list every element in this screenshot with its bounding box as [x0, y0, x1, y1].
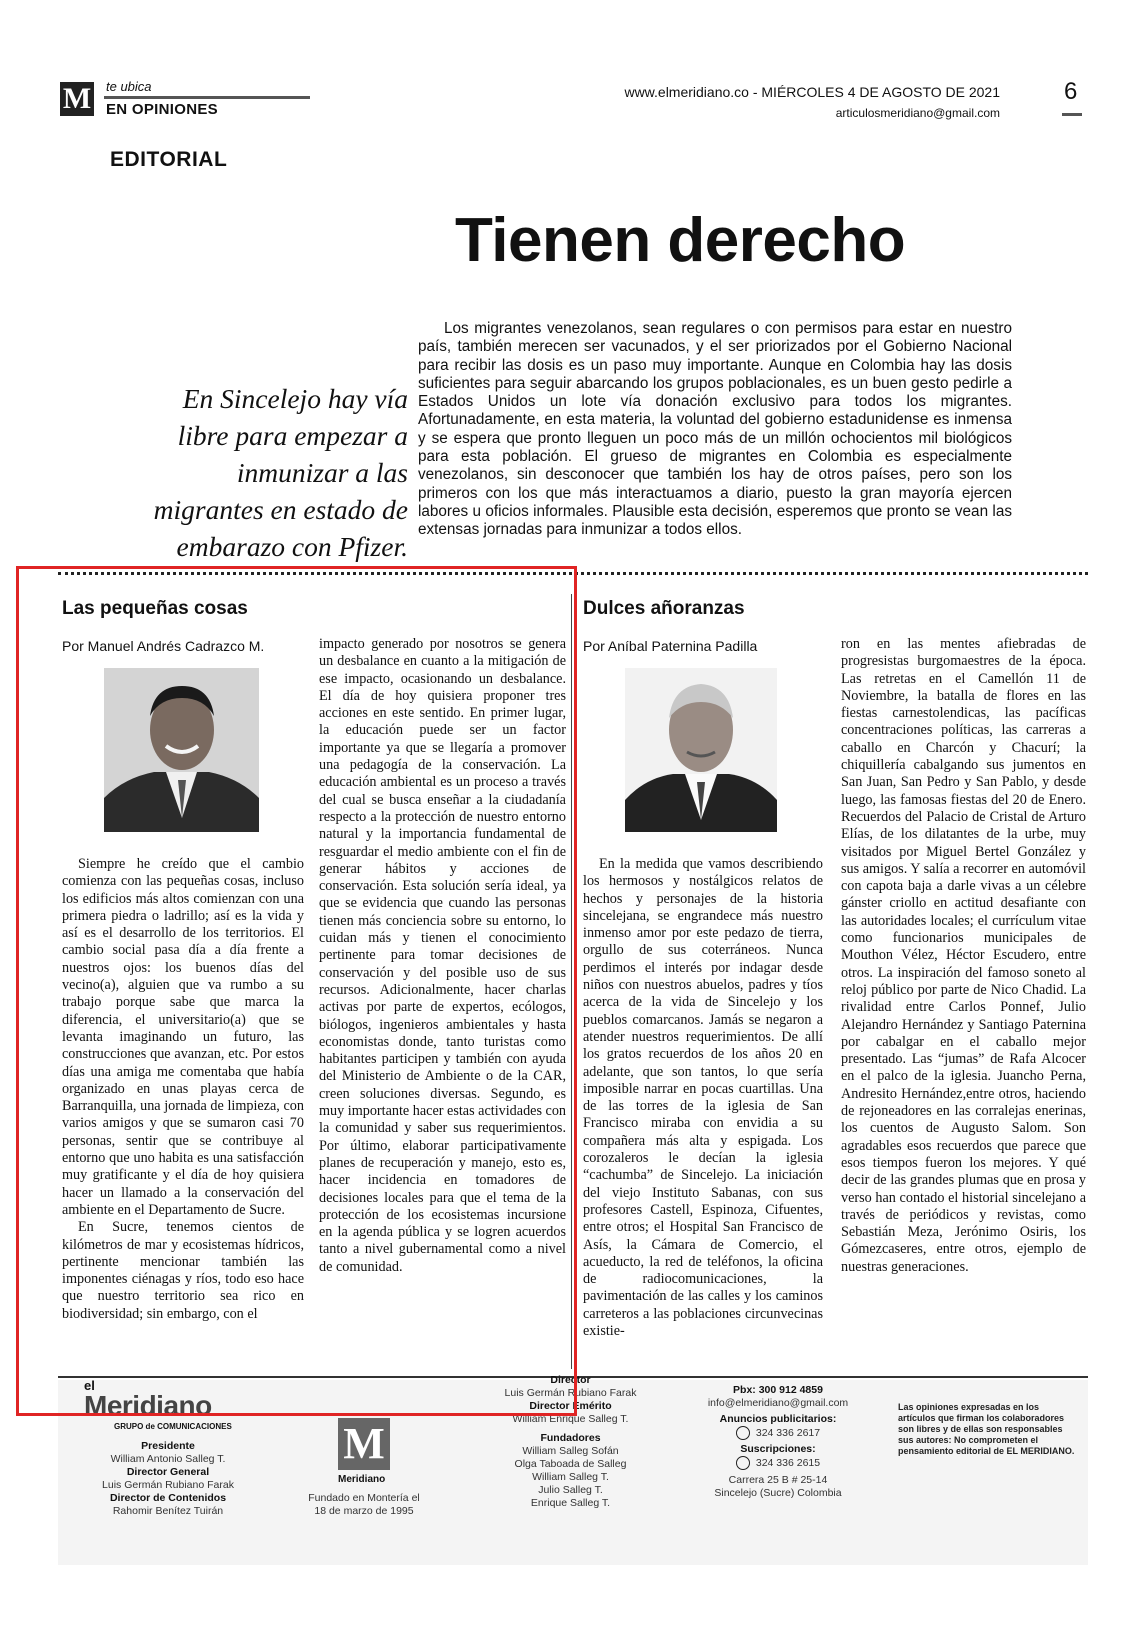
fundador-name: Olga Taboada de Salleg [514, 1458, 627, 1470]
meridiano-logo-icon: M [60, 82, 94, 116]
page-number-underline [1062, 113, 1082, 116]
footer-brand-name: Meridiano [84, 1390, 212, 1421]
footer-brand-sub: GRUPO de COMUNICACIONES [114, 1422, 232, 1431]
address-line-2: Sincelejo (Sucre) Colombia [714, 1487, 842, 1499]
director-emerito-label: Director Emérito [529, 1400, 612, 1412]
article1-paragraph: impacto generado por nosotros se genera un desbalance en cuanto a la mitigación de ese impacto, ocasionando un desbalance. El día de hoy quisiera proponer tres acciones en este sentido. En primer lugar, la educación puede ser un factor importante ya que se llegaría a promover una pedagogía de la conservación. La educación ambiental es un proceso a través del cual se busca enseñar a la ciudadanía respecto a la protección de nuestro entorno natural y la importancia fundamental de resguardar el medio ambiente con el fin de generar hábitos y acciones de conservación. Esta solución sería ideal, ya que se evidencia que cuando las personas tienen más conciencia sobre su entorno, lo cuidan más y tienen el conocimiento pertinente para tomar decisiones de conservación y del posible uso de sus recursos. Adicionalmente, hacer charlas activas por parte de expertos, ecólogos, biólogos, ingenieros ambientales y hasta economistas donde, tanto turistas como habitantes participen y también con ayuda del Ministerio de Ambiente o de la CAR, creen soluciones diversas. Segundo, es muy importante hacer estas actividades con la comunidad y saber sus requerimientos. Por último, elaborar participativamente planes de recuperación y manejo, esto es, hacer incidencia en tomadores de decisiones locales para que el tema de la protección de los ecosistemas incursione en la agenda pública y se logren acuerdos tanto a nivel gubernamental como a nivel de comunidad. [319, 636, 567, 1275]
tagline: te ubica [106, 79, 152, 94]
editorial-label: EDITORIAL [110, 148, 228, 171]
article2-byline: Por Aníbal Paternina Padilla [583, 638, 758, 654]
article2-title: Dulces añoranzas [583, 598, 745, 619]
director-name: Luis Germán Rubiano Farak [504, 1387, 637, 1399]
disclaimer: Las opiniones expresadas en los artículos que firman los colaboradores son libres y de ellas son responsables sus autores: No comprometen el pensamiento editorial de EL MERIDIANO. [898, 1402, 1075, 1456]
footer-staff [78, 1440, 258, 1518]
highlight-box [16, 566, 577, 1416]
director-emerito-name: William Enrique Salleg T. [512, 1413, 629, 1425]
anuncios-row [698, 1426, 858, 1440]
article1-byline: Por Manuel Andrés Cadrazco M. [62, 638, 265, 654]
suscripciones-row [698, 1456, 858, 1470]
footer-logo-icon: M [338, 1418, 390, 1470]
article1-paragraph: Siempre he creído que el cambio comienza con las pequeñas cosas, incluso los edificios más altos comienzan con una primera piedra o ladrillo; así es la vida y así es el desarrollo de los territorios. El cambio social pasa día a día frente a nuestros ojos: los buenos días del vecino(a), alguien que va rumbo a su trabajo porque sabe que marca la diferencia, el universitario(a) que se levanta imaginando un futuro, las construcciones que avanzan, etc. Por estos días una amiga me comentaba que había organizado en unas playas cerca de Barranquilla, una jornada de limpieza, con varios amigos y que se sumaron casi 70 personas, sentir que se contribuye al entorno que uno habita es una satisfacción muy gratificante y el día de hoy quisiera hacer un llamado a la conservación del ambiente en el Departamento de Sucre. [62, 856, 304, 1218]
section-name: EN OPINIONES [106, 101, 218, 118]
editorial-pull-quote: En Sincelejo hay vía libre para empezar a inmunizar a las migrantes en estado de embarazo con Pfizer. [153, 383, 408, 562]
fundado-text: Fundado en Montería el 18 de marzo de 1995 [308, 1492, 420, 1517]
director-general-label: Director General [126, 1466, 210, 1478]
editorial-body [418, 320, 1012, 540]
article2-column-2 [841, 636, 1086, 1276]
whatsapp-icon [736, 1456, 750, 1470]
fundadores-label: Fundadores [540, 1432, 601, 1444]
fundador-name: William Salleg Sofán [522, 1445, 619, 1457]
header-divider [104, 96, 310, 99]
article1-title: Las pequeñas cosas [62, 598, 248, 619]
footer-contacts [698, 1384, 858, 1500]
fundador-name: William Salleg T. [532, 1471, 609, 1483]
anuncios-label: Anuncios publicitarios: [719, 1413, 837, 1425]
suscripciones-phone: 324 336 2615 [755, 1456, 821, 1469]
footer-logo-name: Meridiano [338, 1474, 386, 1485]
article2-paragraph: En la medida que vamos describiendo los hermosos y nostálgicos relatos de hechos y personajes de la historia sincelejana, se engrandece más nuestro inmenso amor por este pedazo de tierra, orgullo de sus coterráneos. Nunca perdimos el interés por indagar desde niños con nuestros abuelos, padres y tíos acerca de la vida de Sincelejo y los pueblos comarcanos. Jamás se negaron a atender nuestros requerimientos. De allí los gratos recuerdos de los años 20 en adelante, que son tantos, lo que sería imposible narrar en pocas cuartillas. Una de las torres de la iglesia de San Francisco miraba con envidia a su compañera más alta y espigada. Los corozaleros le decían la iglesia “cachumba” de Sincelejo. La iniciación del viejo Instituto Sabanas, con sus profesores Castell, Espinoza, Cifuentes, entre otros; el Hospital San Francisco de Asís, la Cámara de Comercio, el acueducto, la red de teléfonos, la oficina de radiocomunicaciones, la pavimentación de las calles y los caminos carreteros a las poblaciones circunvecinas existie- [583, 856, 823, 1340]
director-contenidos-name: Rahomir Benítez Tuirán [112, 1505, 224, 1517]
url-date: www.elmeridiano.co - MIÉRCOLES 4 DE AGOSTO DE 2021 [624, 84, 1000, 100]
presidente-name: William Antonio Salleg T. [110, 1453, 226, 1465]
editorial-paragraph: Los migrantes venezolanos, sean regulares o con permisos para estar en nuestro país, también merecen ser vacunados, y el ser priorizados por el Gobierno Nacional para recibir las dosis es un paso muy importante. Aunque en Colombia hay las dosis suficientes para seguir abarcando los grupos poblacionales, es un buen gesto pedirle a Estados Unidos un lote vía donación exclusivo para todos los migrantes. Afortunadamente, en esta materia, la voluntad del gobierno estadunidense es inmensa y se espera que pronto lleguen un poco más de un millón ochocientos mil biológicos para esta población. El grueso de migrantes en Colombia es especialmente venezolanos, sin desconocer que también los hay de otros países, pero son los primeros con los que más interactuamos a diario, puesto la gran mayoría ejercen labores u oficios informales. Plausible esta decisión, esperemos que pronto se vean las extensas jornadas para inmunizar a todos ellos. [418, 320, 1012, 539]
info-email: info@elmeridiano@gmail.com [707, 1397, 849, 1409]
editorial-headline: Tienen derecho [455, 206, 906, 275]
address-line-1: Carrera 25 B # 25-14 [728, 1474, 828, 1486]
fundador-name: Enrique Salleg T. [530, 1497, 611, 1509]
header-email: articulosmeridiano@gmail.com [835, 106, 1000, 120]
author-portrait-icon [625, 668, 777, 832]
page-number: 6 [1064, 78, 1078, 105]
director-contenidos-label: Director de Contenidos [109, 1492, 227, 1504]
author-photo [625, 668, 777, 832]
whatsapp-icon [736, 1426, 750, 1440]
director-general-name: Luis Germán Rubiano Farak [102, 1479, 234, 1491]
pbx: Pbx: 300 912 4859 [733, 1384, 823, 1396]
director-label: Director [550, 1374, 591, 1386]
article1-paragraph: En Sucre, tenemos cientos de kilómetros de mar y ecosistemas hídricos, pertinente mencionar también las imponentes ciénagas y ríos, todo eso hace que nuestro territorio sea rico en biodiversidad; sin embargo, con el [62, 1219, 304, 1322]
anuncios-phone: 324 336 2617 [755, 1426, 821, 1439]
suscripciones-label: Suscripciones: [740, 1443, 816, 1455]
article2-paragraph: ron en las mentes afiebradas de progresistas burgomaestres de la época. Las retretas en el Camellón 11 de Noviembre, la batalla de flores en las fiestas carnestolendicas, las pacíficas concentraciones políticas, las carreras a caballo en Charcón y Chacurí; la chiquillería cabalgando sus jumentos en San Juan, San Pedro y San Pablo, y desde luego, las famosas fiestas del 20 de Enero. Recuerdos del Palacio de Cristal de Arturo Elías, de los dilatantes de la urbe, muy visitados por Miguel Bertel González y sus amigos. Y salía a recorrer en automóvil con capota baja a darle vivas a un célebre gánster criollo en actitud desafiante con las autoridades locales; el currículum vitae como funcionarios municipales de Mouthon Vélez, Héctor Escudero, entre otros. La inspiración del famoso soneto al reloj público por parte de Nico Chadid. La rivalidad entre Carlos Ponnef, Julio Alejandro Hernández y Santiago Paternina por cabalgar en el caballo mejor presentado. Las “jumas” de Rafa Alcocer en el palco de la iglesia. Juancho Perna, Andresito Hernández,entre otros, haciendo de rejoneadores en las corralejas enerinas, los cuentos de Augusto Salom. Son agradables esos recuerdos que parece que esos tiempos fueron los mejores. Y qué decir de las grandes plumas que en prosa y verso han contado el historial sincelejano a través de periódicos y revistas, como Sebastián Meza, Jerónimo Osiris, los Gómezcaseres, entre otros, ejemplo de nuestras generaciones. [841, 636, 1086, 1275]
article2-column-1 [583, 856, 823, 1340]
presidente-label: Presidente [141, 1440, 195, 1452]
footer-brand-el: el [84, 1378, 95, 1393]
fundador-name: Julio Salleg T. [538, 1484, 603, 1496]
